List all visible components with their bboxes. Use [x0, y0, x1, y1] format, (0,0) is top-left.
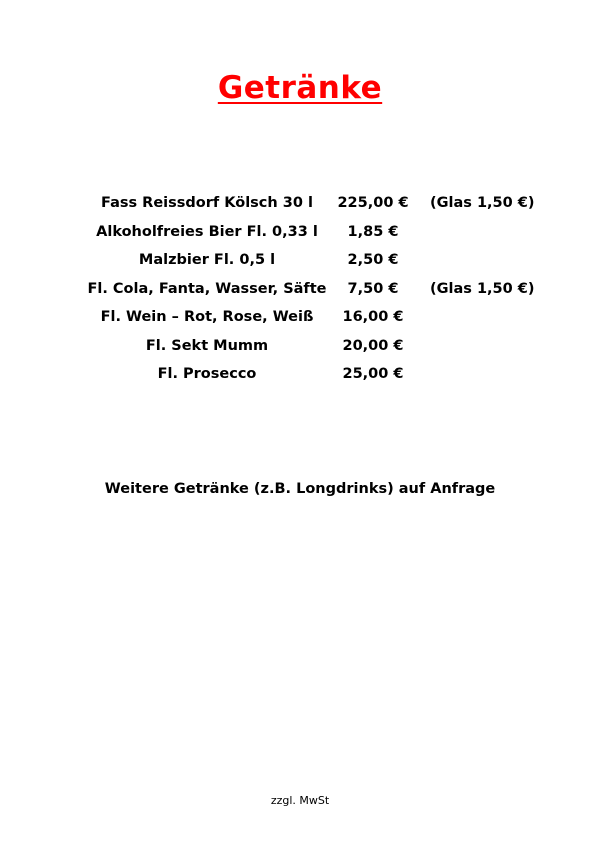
item-price: 20,00 €: [342, 337, 404, 354]
request-note: Weitere Getränke (z.B. Longdrinks) auf Anfrage: [104, 481, 496, 497]
item-price: 1,85 €: [347, 223, 399, 240]
item-name: Fl. Prosecco: [157, 366, 257, 382]
menu-row: [0, 277, 600, 306]
item-name: Alkoholfreies Bier Fl. 0,33 l: [96, 223, 318, 240]
item-price: 25,00 €: [342, 366, 404, 382]
item-glass-price: (Glas 1,50 €): [430, 195, 535, 211]
menu-row: [0, 220, 600, 249]
menu-row: [0, 362, 600, 391]
page-title: Getränke: [217, 70, 383, 106]
menu-row: [0, 191, 600, 220]
drinks-menu: [0, 191, 600, 391]
vat-footnote: zzgl. MwSt: [270, 794, 330, 807]
item-name: Fl. Sekt Mumm: [145, 337, 269, 354]
item-price: 16,00 €: [342, 309, 404, 325]
item-name: Fl. Wein – Rot, Rose, Weiß: [100, 309, 314, 325]
item-name: Fl. Cola, Fanta, Wasser, Säfte: [87, 280, 327, 297]
menu-row: [0, 305, 600, 334]
item-glass-price: (Glas 1,50 €): [430, 280, 535, 297]
item-name: Fass Reissdorf Kölsch 30 l: [101, 195, 313, 211]
item-price: 7,50 €: [347, 280, 399, 297]
item-name: Malzbier Fl. 0,5 l: [138, 252, 276, 268]
menu-row: [0, 248, 600, 277]
item-price: 225,00 €: [337, 195, 409, 211]
item-price: 2,50 €: [347, 252, 399, 268]
menu-row: [0, 334, 600, 363]
